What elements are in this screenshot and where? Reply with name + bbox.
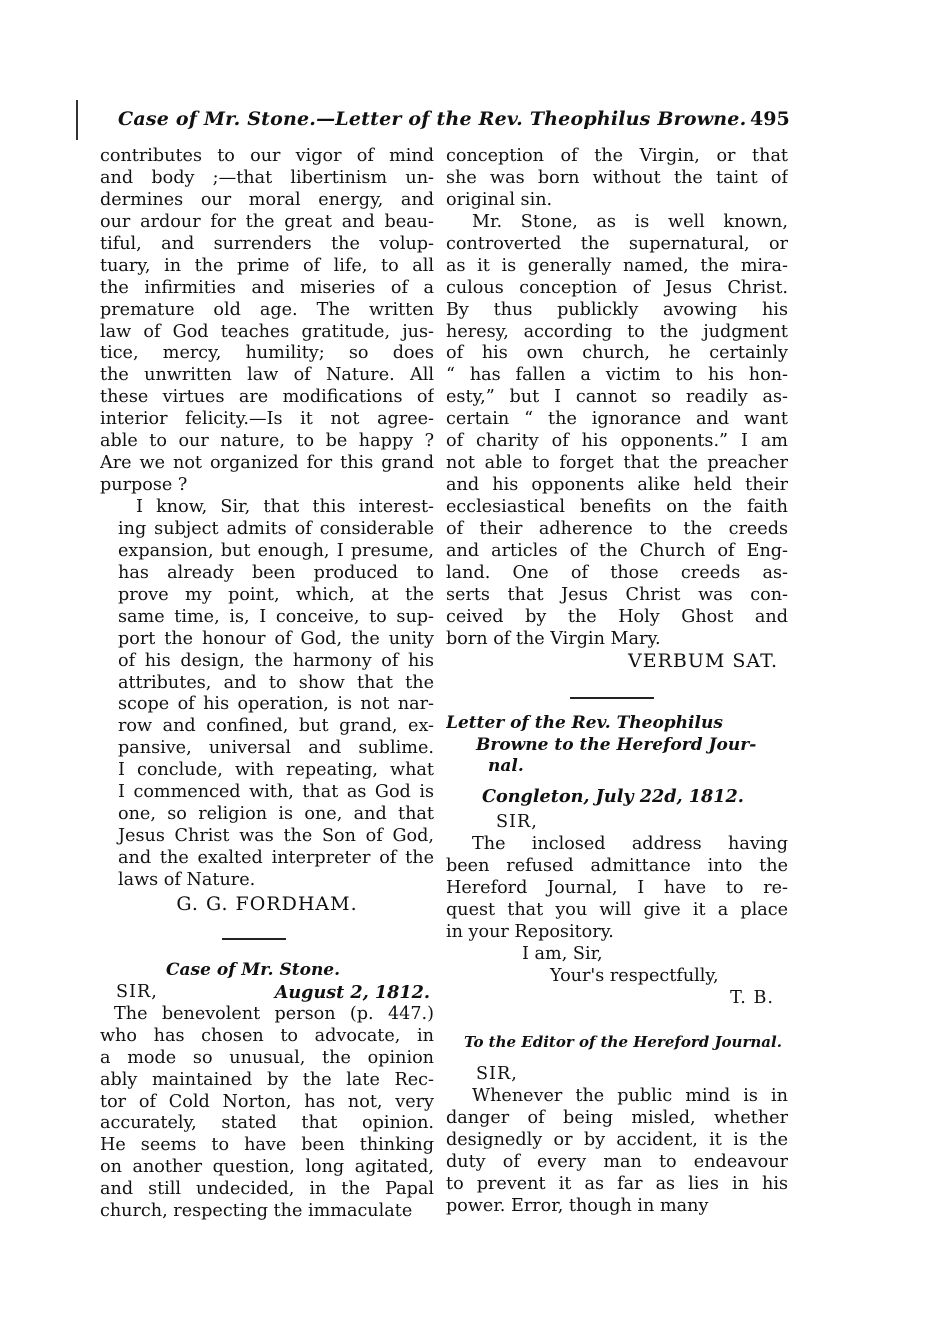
text-line: as it is generally named, the mira- bbox=[446, 255, 788, 276]
stone-title bbox=[100, 960, 434, 982]
right-paragraph-1 bbox=[446, 146, 788, 212]
text-line: ecclesiastical benefits on the faith bbox=[446, 497, 788, 517]
text-line: designedly or by accident, it is the bbox=[446, 1129, 788, 1150]
text-line: our ardour for the great and beau- bbox=[100, 211, 434, 232]
salutation: SIR, bbox=[496, 812, 538, 833]
text-line: to prevent it as far as lies in his bbox=[446, 1173, 788, 1194]
divider-rule bbox=[222, 938, 286, 940]
stone-salutation: SIR, bbox=[116, 981, 158, 1002]
text-line: of his design, the harmony of his bbox=[118, 650, 434, 671]
text-line: one, so religion is one, and that bbox=[118, 804, 434, 825]
text-line: premature old age. The written bbox=[100, 299, 434, 320]
text-line: controverted the supernatural, or bbox=[446, 233, 788, 254]
salutation-2: SIR, bbox=[476, 1063, 518, 1084]
stone-title-text: Case of Mr. Stone. bbox=[166, 959, 341, 980]
text-line: port the honour of God, the unity bbox=[118, 628, 434, 649]
text-line: I know, Sir, that this interest- bbox=[136, 497, 434, 517]
text-line: Whenever the public mind is in bbox=[472, 1085, 788, 1106]
text-line: able to our nature, to be happy ? bbox=[100, 431, 434, 452]
letter-title-line-3: nal. bbox=[488, 756, 524, 777]
right-paragraph-2 bbox=[446, 212, 788, 651]
text-line: same time, is, I conceive, to sup- bbox=[118, 606, 434, 627]
text-line: The benevolent person (p. 447.) bbox=[114, 1003, 434, 1024]
text-line: and still undecided, in the Papal bbox=[100, 1179, 434, 1200]
stone-paragraph bbox=[100, 1004, 434, 1223]
text-line: quest that you will give it a place bbox=[446, 900, 788, 921]
text-line: a mode so unusual, the opinion bbox=[100, 1047, 434, 1068]
text-line: purpose ? bbox=[100, 475, 188, 496]
text-line: serts that Jesus Christ was con- bbox=[446, 584, 788, 605]
margin-rule bbox=[76, 100, 78, 140]
text-line: law of God teaches gratitude, jus- bbox=[100, 321, 434, 342]
text-line: in your Repository. bbox=[446, 922, 614, 943]
right-column bbox=[446, 146, 788, 1217]
text-line: and body ;—that libertinism un- bbox=[100, 167, 434, 188]
text-line: “ has fallen a victim to his hon- bbox=[446, 365, 788, 386]
text-line: the infirmities and miseries of a bbox=[100, 277, 434, 298]
text-line: expansion, but enough, I presume, bbox=[118, 540, 434, 561]
text-line: conception of the Virgin, or that bbox=[446, 146, 788, 166]
text-line: land. One of those creeds as- bbox=[446, 562, 788, 583]
text-line: tuary, in the prime of life, to all bbox=[100, 255, 434, 276]
text-line: accurately, stated that opinion. bbox=[100, 1113, 434, 1134]
closing-line-2: Your's respectfully, bbox=[550, 965, 719, 986]
text-line: The inclosed address having bbox=[472, 834, 788, 855]
verbum-sat-signature: VERBUM SAT. bbox=[628, 650, 778, 672]
text-line: scope of his operation, is not nar- bbox=[118, 694, 434, 715]
text-line: row and confined, but grand, ex- bbox=[118, 716, 434, 737]
text-line: church, respecting the immaculate bbox=[100, 1201, 413, 1222]
text-line: of their adherence to the creeds bbox=[446, 518, 788, 539]
text-line: original sin. bbox=[446, 189, 553, 210]
text-line: who has chosen to advocate, in bbox=[100, 1025, 434, 1046]
text-line: He seems to have been thinking bbox=[100, 1135, 434, 1156]
text-line: duty of every man to endeavour bbox=[446, 1151, 788, 1172]
text-line: ably maintained by the late Rec- bbox=[100, 1069, 434, 1090]
stone-salutation-line bbox=[100, 982, 434, 1004]
text-line: I commenced with, that as God is bbox=[118, 782, 434, 803]
divider-rule bbox=[570, 697, 654, 699]
text-line: born of the Virgin Mary. bbox=[446, 628, 661, 649]
stone-date: August 2, 1812. bbox=[274, 981, 430, 1003]
text-line: Jesus Christ was the Son of God, bbox=[118, 826, 434, 847]
left-paragraph-1 bbox=[100, 146, 434, 497]
text-line: on another question, long agitated, bbox=[100, 1157, 434, 1178]
text-line: ing subject admits of considerable bbox=[118, 518, 434, 539]
section-divider-left bbox=[100, 920, 434, 960]
text-line: these virtues are modifications of bbox=[100, 387, 434, 408]
text-line: interior felicity.—Is it not agree- bbox=[100, 409, 434, 430]
text-line: dermines our moral energy, and bbox=[100, 189, 434, 210]
text-line: tice, mercy, humility; so does bbox=[100, 343, 434, 364]
text-line: the unwritten law of Nature. All bbox=[100, 365, 434, 386]
text-line: and articles of the Church of Eng- bbox=[446, 540, 788, 561]
text-line: certain “ the ignorance and want bbox=[446, 409, 788, 430]
text-line: Mr. Stone, as is well known, bbox=[472, 211, 788, 232]
dateline: Congleton, July 22d, 1812. bbox=[482, 786, 744, 808]
text-line: prove my point, which, at the bbox=[118, 584, 434, 605]
letter-title-line-1: Letter of the Rev. Theophilus bbox=[446, 712, 723, 733]
text-line: of his own church, he certainly bbox=[446, 343, 788, 364]
fordham-signature: G. G. FORDHAM. bbox=[176, 893, 358, 915]
left-paragraph-2 bbox=[100, 497, 434, 892]
text-line: pansive, universal and sublime. bbox=[118, 738, 434, 759]
right-paragraph-3 bbox=[446, 834, 788, 944]
text-line: of charity of his opponents.” I am bbox=[446, 431, 788, 452]
text-line: attributes, and to show that the bbox=[118, 672, 434, 693]
section-divider-right bbox=[446, 679, 788, 713]
right-paragraph-4 bbox=[446, 1086, 788, 1218]
text-line: tiful, and surrenders the volup- bbox=[100, 233, 434, 254]
text-line: and his opponents alike held their bbox=[446, 475, 788, 496]
text-line: and the exalted interpreter of the bbox=[118, 848, 434, 868]
text-line: danger of being misled, whether bbox=[446, 1107, 788, 1128]
text-line: contributes to our vigor of mind bbox=[100, 146, 434, 166]
text-line: heresy, according to the judgment bbox=[446, 321, 788, 342]
text-line: culous conception of Jesus Christ. bbox=[446, 277, 788, 298]
text-line: has already been produced to bbox=[118, 562, 434, 583]
text-line: ceived by the Holy Ghost and bbox=[446, 606, 788, 627]
page-number: 495 bbox=[750, 108, 790, 130]
initials: T. B. bbox=[730, 987, 774, 1008]
text-line: power. Error, though in many bbox=[446, 1195, 709, 1216]
page-header bbox=[100, 108, 800, 138]
text-line: Are we not organized for this grand bbox=[100, 453, 434, 474]
text-line: esty,” but I cannot so readily as- bbox=[446, 387, 788, 408]
text-line: I conclude, with repeating, what bbox=[118, 760, 434, 781]
text-line: she was born without the taint of bbox=[446, 167, 788, 188]
editor-line: To the Editor of the Hereford Journal. bbox=[464, 1032, 782, 1051]
closing-line-1: I am, Sir, bbox=[522, 944, 603, 964]
text-line: not able to forget that the preacher bbox=[446, 453, 788, 474]
text-line: laws of Nature. bbox=[118, 869, 256, 890]
text-line: Hereford Journal, I have to re- bbox=[446, 878, 788, 899]
left-column bbox=[100, 146, 434, 1223]
text-line: been refused admittance into the bbox=[446, 856, 788, 877]
running-title: Case of Mr. Stone.—Letter of the Rev. Theophilus Browne. bbox=[118, 108, 747, 130]
text-line: By thus publickly avowing his bbox=[446, 299, 788, 320]
text-line: tor of Cold Norton, has not, very bbox=[100, 1091, 434, 1112]
letter-title-line-2: Browne to the Hereford Jour- bbox=[476, 734, 757, 755]
